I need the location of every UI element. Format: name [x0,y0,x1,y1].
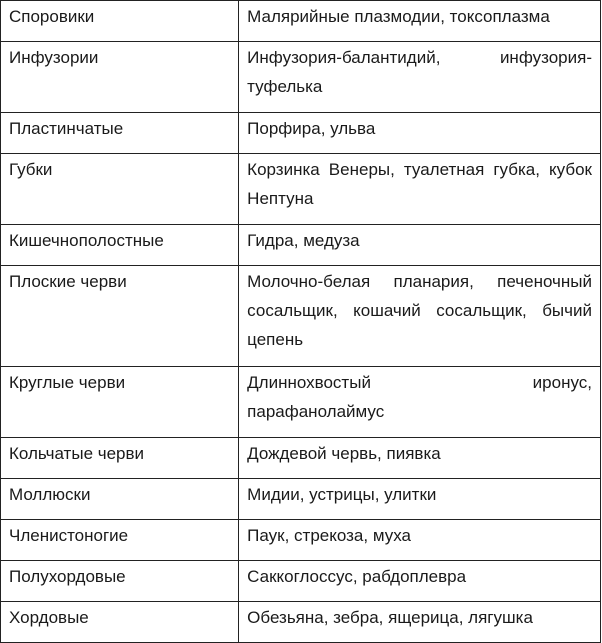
examples-cell: Паук, стрекоза, муха [239,520,601,561]
table-row [1,520,601,561]
examples-cell: Молочно-белая планария, печеночный сосальщик, кошачий сосальщик, бычий цепень [239,266,601,367]
table-row [1,561,601,602]
examples-line [247,368,592,397]
table-row [1,602,601,643]
group-cell: Споровики [1,1,239,42]
examples-cell: Саккоглоссус, рабдоплевра [239,561,601,602]
table-row [1,113,601,154]
group-cell: Кишечнополостные [1,225,239,266]
table-body [1,1,601,643]
examples-cell: Гидра, медуза [239,225,601,266]
group-cell: Плоские черви [1,266,239,367]
table-row [1,479,601,520]
examples-line: парафанолаймус [247,402,385,421]
examples-cell [239,42,601,113]
table-row [1,266,601,367]
examples-word: инфузория- [499,48,592,67]
examples-cell [239,367,601,438]
group-cell: Кольчатые черви [1,438,239,479]
group-cell: Членистоногие [1,520,239,561]
examples-cell: Порфира, ульва [239,113,601,154]
group-cell: Полухордовые [1,561,239,602]
examples-word: иронус, [532,373,592,392]
examples-line: туфелька [247,77,323,96]
table-row [1,438,601,479]
table-row [1,42,601,113]
examples-line [247,43,592,72]
table-row [1,154,601,225]
group-cell: Круглые черви [1,367,239,438]
examples-cell: Корзинка Венеры, туалетная губка, кубок Нептуна [239,154,601,225]
examples-word: Длиннохвостый [247,373,371,392]
group-cell: Моллюски [1,479,239,520]
group-cell: Губки [1,154,239,225]
examples-cell: Мидии, устрицы, улитки [239,479,601,520]
examples-cell: Малярийные плазмодии, токсоплазма [239,1,601,42]
examples-cell: Обезьяна, зебра, ящерица, лягушка [239,602,601,643]
examples-word: Инфузория-балантидий, [247,48,441,67]
table-row [1,225,601,266]
group-cell: Инфузории [1,42,239,113]
table-row [1,1,601,42]
group-cell: Пластинчатые [1,113,239,154]
group-cell: Хордовые [1,602,239,643]
table-row [1,367,601,438]
examples-cell: Дождевой червь, пиявка [239,438,601,479]
